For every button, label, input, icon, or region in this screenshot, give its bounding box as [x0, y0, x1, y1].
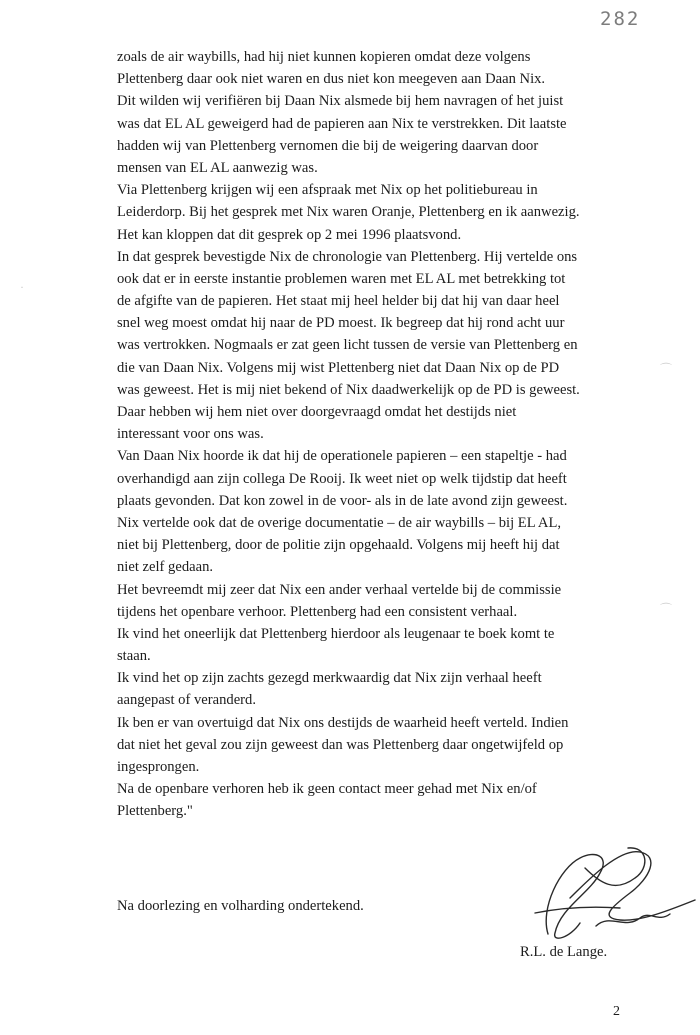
text-line: die van Daan Nix. Volgens mij wist Plettenberg niet dat Daan Nix op de PD [117, 359, 560, 376]
text-line: Leiderdorp. Bij het gesprek met Nix waren Oranje, Plettenberg en ik aanwezig. [117, 204, 580, 221]
signature-scribble [500, 838, 700, 948]
text-line: Ik ben er van overtuigd dat Nix ons destijds de waarheid heeft verteld. Indien [117, 714, 569, 731]
text-line: snel weg moest omdat hij naar de PD moest. Ik begreep dat hij rond acht uur [117, 315, 565, 332]
closing-statement: Na doorlezing en volharding ondertekend. [117, 898, 364, 914]
text-line: Van Daan Nix hoorde ik dat hij de operationele papieren – een stapeltje - had [117, 448, 567, 465]
scan-speck: · [20, 280, 24, 294]
page-number-bottom: 2 [613, 1004, 620, 1019]
text-line: hadden wij van Plettenberg vernomen die bij de weigering daarvan door [117, 137, 539, 154]
text-line: was geweest. Het is mij niet bekend of Nix daadwerkelijk op de PD is geweest. [117, 381, 580, 398]
text-line: Ik vind het op zijn zachts gezegd merkwaardig dat Nix zijn verhaal heeft [117, 670, 542, 687]
text-line: zoals de air waybills, had hij niet kunnen kopieren omdat deze volgens [117, 49, 531, 65]
text-line: plaats gevonden. Dat kon zowel in de voor- als in de late avond zijn geweest. [117, 492, 568, 509]
text-line: dat niet het geval zou zijn geweest dan was Plettenberg daar ongetwijfeld op [117, 736, 564, 753]
text-line: Dit wilden wij verifiëren bij Daan Nix alsmede bij hem navragen of het juist [117, 93, 564, 110]
text-line: Plettenberg daar ook niet waren en dus niet kon meegeven aan Daan Nix. [117, 71, 546, 88]
text-line: ook dat er in eerste instantie problemen waren met EL AL met betrekking tot [117, 270, 566, 287]
signer-name: R.L. de Lange. [520, 944, 608, 960]
text-line: de afgifte van de papieren. Het staat mij heel helder bij dat hij van daar heel [117, 293, 560, 310]
text-line: Via Plettenberg krijgen wij een afspraak met Nix op het politiebureau in [117, 182, 538, 199]
text-line: Na de openbare verhoren heb ik geen contact meer gehad met Nix en/of [117, 781, 537, 798]
text-line: aangepast of veranderd. [117, 692, 256, 709]
text-line: niet zelf gedaan. [117, 559, 214, 576]
statement-text [117, 46, 637, 823]
text-line: In dat gesprek bevestigde Nix de chronologie van Plettenberg. Hij vertelde ons [117, 248, 578, 265]
text-line: tijdens het openbare verhoor. Plettenberg had een consistent verhaal. [117, 603, 518, 620]
text-line: Ik vind het oneerlijk dat Plettenberg hierdoor als leugenaar te boek komt te [117, 625, 555, 642]
text-line: niet bij Plettenberg, door de politie zijn opgehaald. Volgens mij heeft hij dat [117, 537, 560, 554]
scan-speck: ⌒ [660, 362, 673, 376]
text-line: interessant voor ons was. [117, 426, 264, 443]
text-line: mensen van EL AL aanwezig was. [117, 159, 318, 176]
text-line: Het kan kloppen dat dit gesprek op 2 mei 1996 plaatsvond. [117, 226, 462, 243]
text-line: overhandigd aan zijn collega De Rooij. Ik weet niet op welk tijdstip dat heeft [117, 470, 567, 487]
text-line: was dat EL AL geweigerd had de papieren aan Nix te verstrekken. Dit laatste [117, 115, 567, 132]
page-number-top: 282 [600, 8, 641, 30]
scan-speck: ⌒ [660, 602, 673, 616]
text-line: Het bevreemdt mij zeer dat Nix een ander verhaal vertelde bij de commissie [117, 581, 562, 598]
text-line: Nix vertelde ook dat de overige documentatie – de air waybills – bij EL AL, [117, 514, 562, 531]
text-line: Daar hebben wij hem niet over doorgevraagd omdat het destijds niet [117, 404, 517, 420]
signature-stroke [585, 848, 645, 886]
text-line: ingesprongen. [117, 759, 200, 775]
text-line: Plettenberg." [117, 803, 193, 820]
signature-stroke [570, 852, 695, 921]
text-line: staan. [117, 648, 151, 665]
text-line: was vertrokken. Nogmaals er zat geen licht tussen de versie van Plettenberg en [117, 337, 578, 354]
signature-stroke [546, 854, 603, 938]
